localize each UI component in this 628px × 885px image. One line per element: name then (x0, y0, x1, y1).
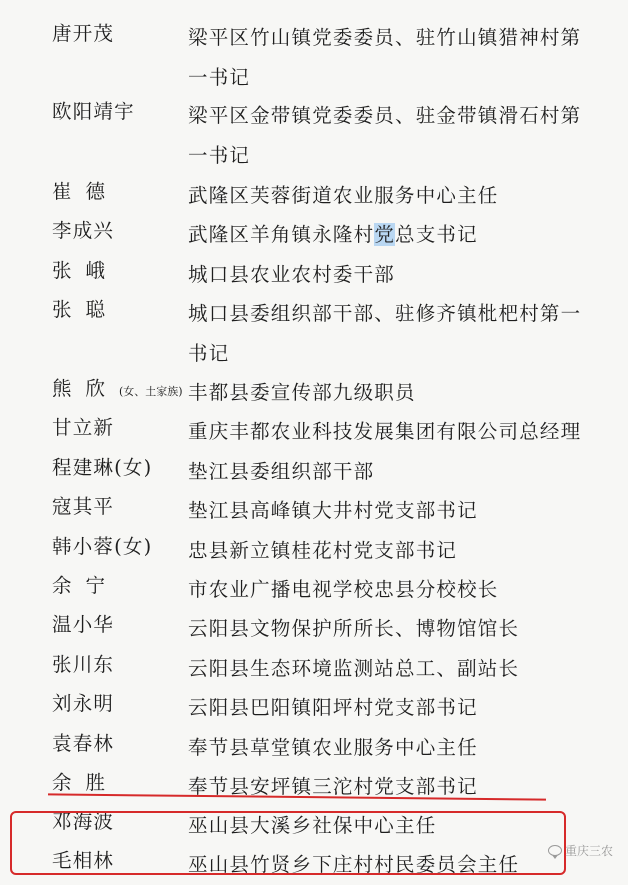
highlighted-char: 党 (374, 223, 396, 246)
person-title: 城口县农业农村委干部 (188, 263, 396, 286)
chat-bubble-icon (548, 845, 562, 856)
person-name: 甘立新 (52, 416, 115, 439)
person-title: 忠县新立镇桂花村党支部书记 (188, 539, 458, 562)
name-note: (女、土家族) (119, 385, 183, 398)
person-title: 奉节县安坪镇三沱村党支部书记 (188, 775, 478, 798)
person-title: 武隆区芙蓉街道农业服务中心主任 (188, 184, 499, 207)
person-name: 李成兴 (52, 219, 115, 242)
person-title: 重庆丰都农业科技发展集团有限公司总经理 (188, 420, 582, 443)
person-name: 张川东 (52, 653, 115, 676)
person-name: 张峨 (52, 259, 120, 282)
person-title: 梁平区金带镇党委委员、驻金带镇滑石村第一书记 (188, 104, 582, 167)
person-title: 云阳县文物保护所所长、博物馆馆长 (188, 617, 520, 640)
person-name: 张聪 (52, 298, 120, 321)
person-name: 毛相林 (52, 849, 115, 872)
person-name: 余宁 (52, 574, 120, 597)
watermark-text: 重庆三农 (565, 844, 614, 858)
name-text: 熊欣 (52, 377, 120, 400)
person-name (52, 373, 183, 401)
person-title: 梁平区竹山镇党委委员、驻竹山镇猎神村第一书记 (188, 26, 582, 89)
person-title: 丰都县委宣传部九级职员 (188, 381, 416, 404)
person-name: 程建琳(女) (52, 456, 153, 479)
person-name: 余胜 (52, 771, 120, 794)
person-title: 城口县委组织部干部、驻修齐镇枇杷村第一书记 (188, 302, 582, 365)
person-title: 云阳县生态环境监测站总工、副站长 (188, 657, 520, 680)
person-title: 垫江县委组织部干部 (188, 460, 375, 483)
person-name: 邓海波 (52, 810, 115, 833)
person-title: 云阳县巴阳镇阳坪村党支部书记 (188, 696, 478, 719)
title-text: 武隆区羊角镇永隆村 (188, 223, 375, 246)
person-title: 市农业广播电视学校忠县分校校长 (188, 578, 499, 601)
person-name: 崔德 (52, 180, 120, 203)
person-title: 巫山县竹贤乡下庄村村民委员会主任 (188, 853, 520, 876)
person-name: 温小华 (52, 613, 115, 636)
person-name: 寇其平 (52, 495, 115, 518)
person-name: 刘永明 (52, 692, 115, 715)
person-title: 奉节县草堂镇农业服务中心主任 (188, 736, 478, 759)
person-name: 唐开茂 (52, 22, 115, 45)
person-name: 韩小蓉(女) (52, 535, 153, 558)
person-name: 袁春林 (52, 732, 115, 755)
watermark (548, 842, 613, 859)
person-name: 欧阳靖宇 (52, 100, 135, 123)
red-box-annotation (10, 811, 566, 875)
person-title: 巫山县大溪乡社保中心主任 (188, 814, 437, 837)
person-title: 垫江县高峰镇大井村党支部书记 (188, 499, 478, 522)
person-title (188, 215, 600, 255)
title-text: 总支书记 (395, 223, 478, 246)
